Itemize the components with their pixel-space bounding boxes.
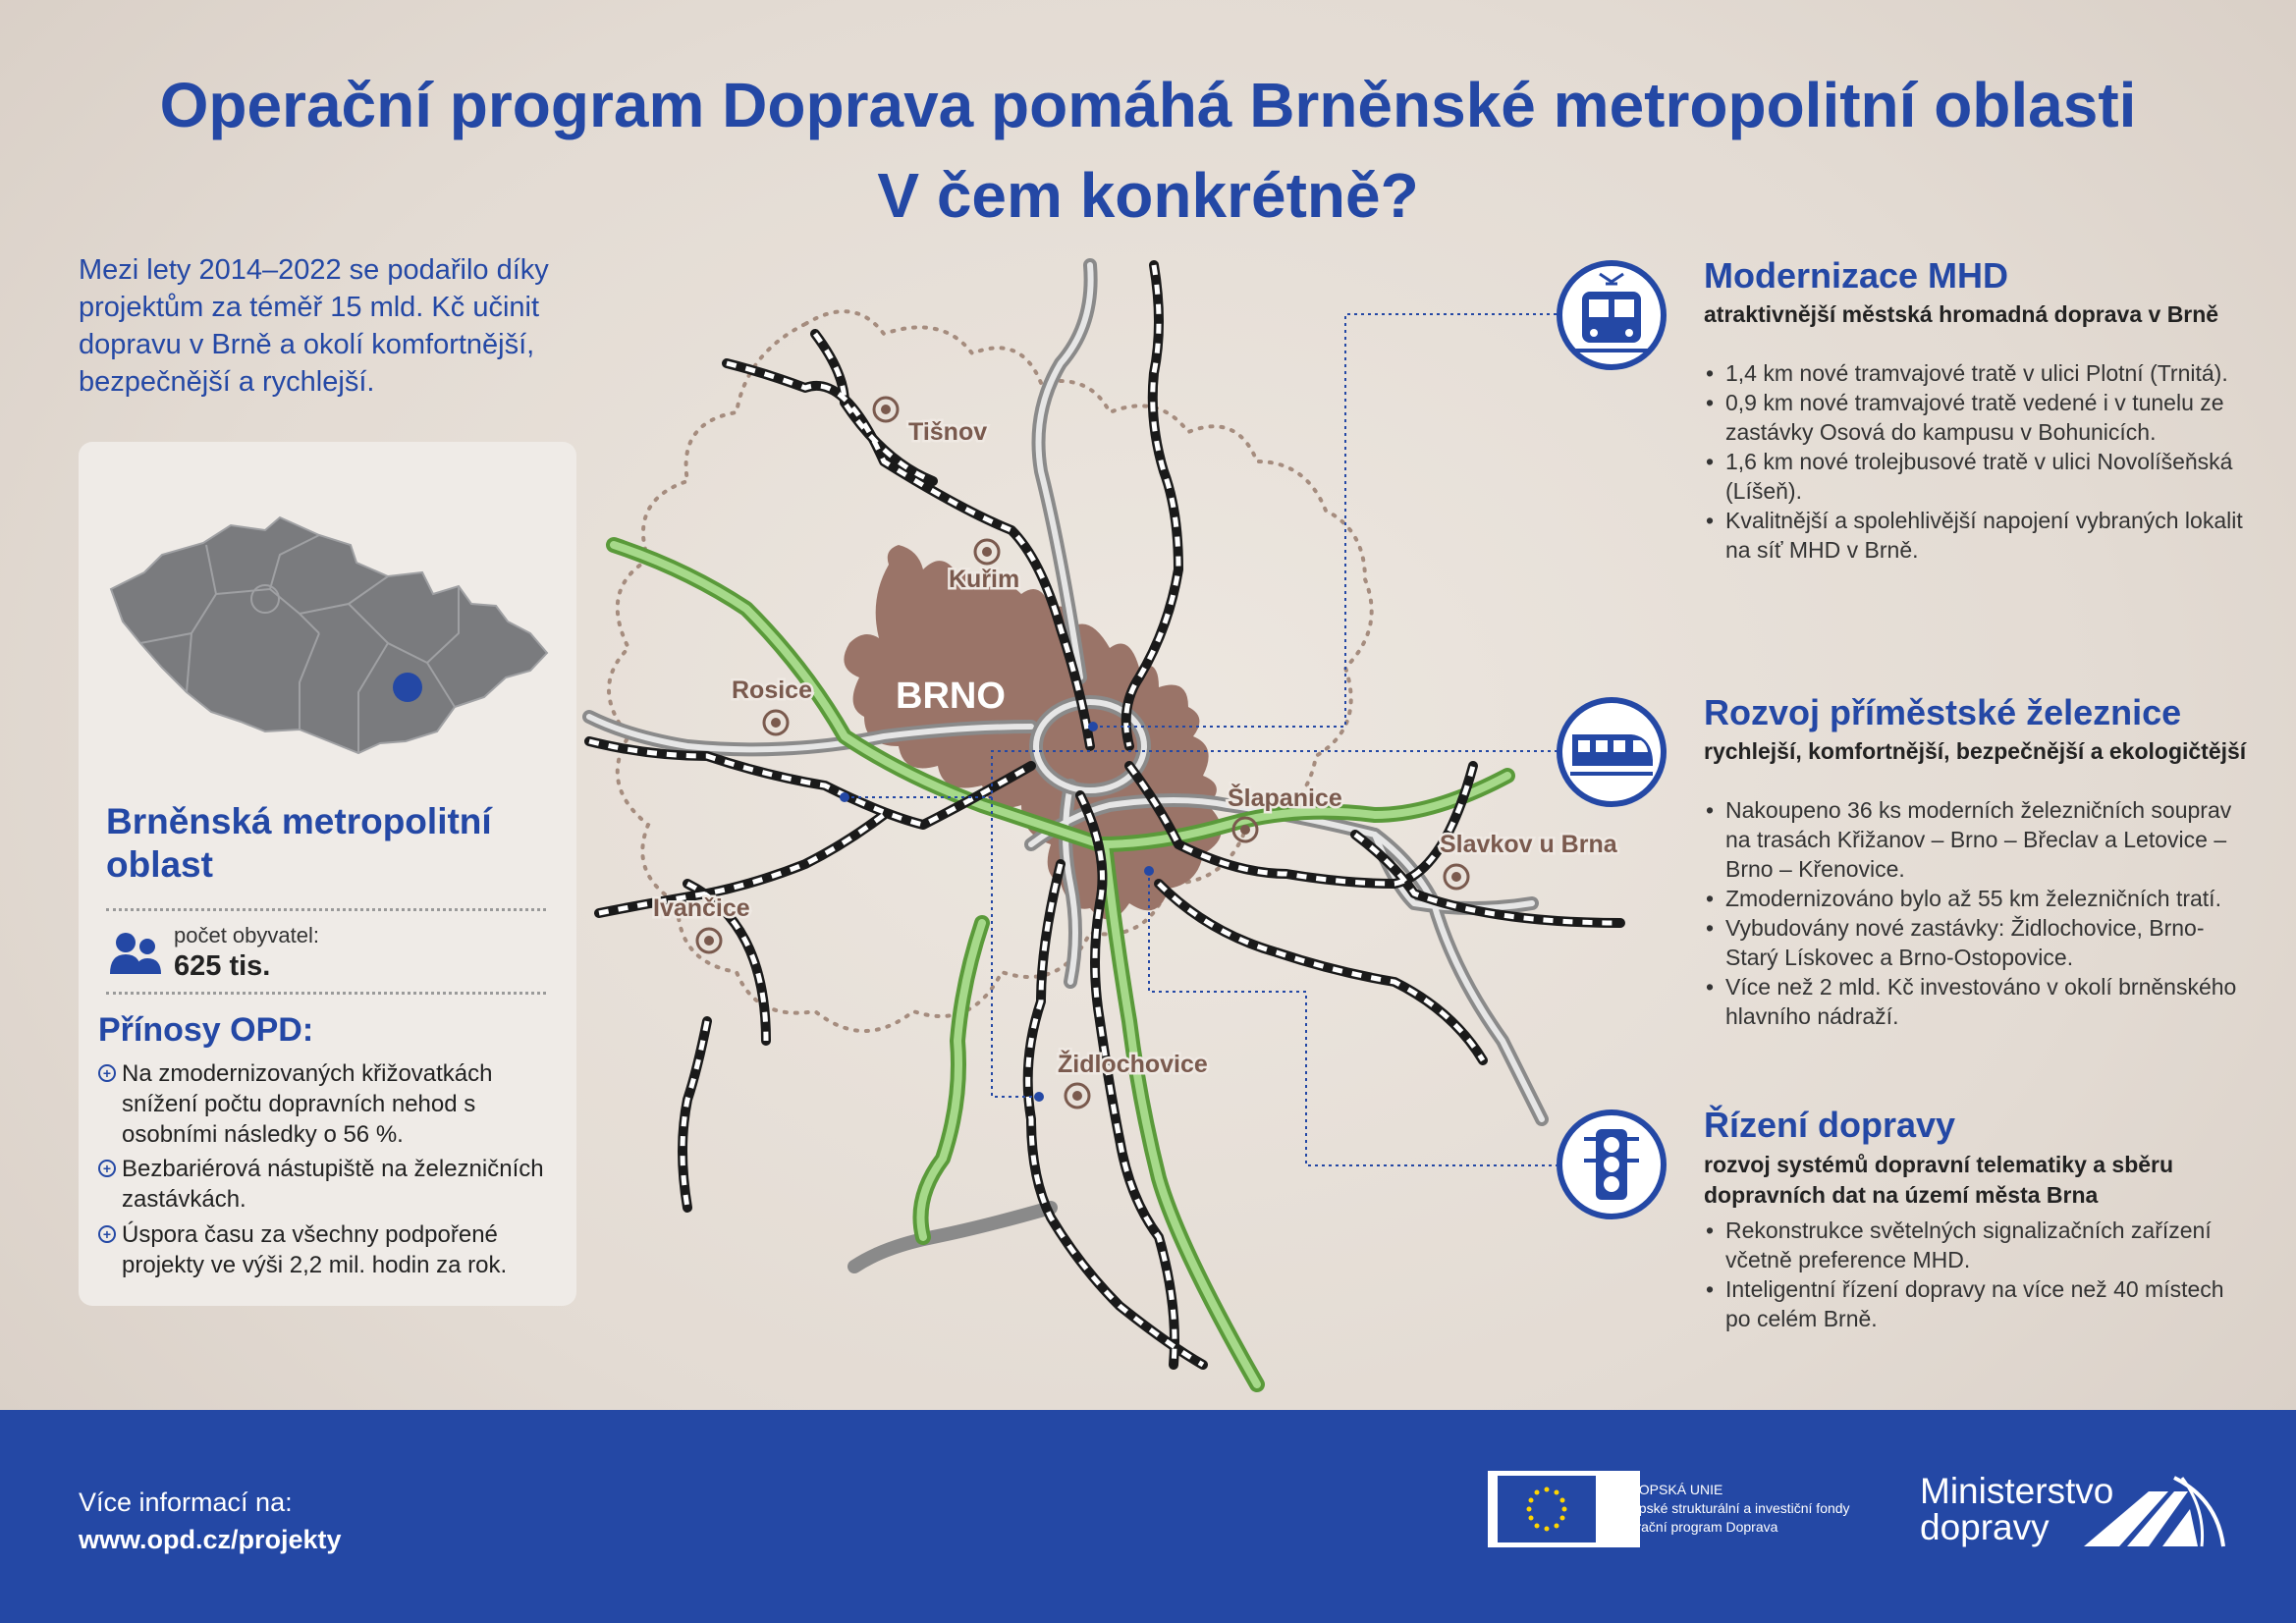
- benefits-title: Přínosy OPD:: [98, 1011, 314, 1049]
- plus-icon: +: [98, 1160, 116, 1177]
- section-subtitle: rozvoj systémů dopravní telematiky a sběru dopravních dat na území města Brna: [1704, 1152, 2174, 1208]
- page-title: Operační program Doprava pomáhá Brněnské metropolitní oblasti: [159, 70, 2137, 140]
- section-title: Řízení dopravy: [1704, 1105, 1956, 1145]
- train-icon: [1557, 697, 1667, 807]
- section-list: [1704, 795, 2254, 1031]
- czech-republic-map: [93, 496, 555, 761]
- intro-text: Mezi lety 2014–2022 se podařilo díky projektům za téměř 15 mld. Kč učinit dopravu v Brně a okolí komfortnější, bezpečnější a rychlejší.: [79, 254, 549, 398]
- list-item: • 1,6 km nové trolejbusové tratě v ulici Novolíšeňská (Líšeň).: [1704, 447, 2254, 506]
- traffic-light-icon: [1557, 1109, 1667, 1219]
- section-list: [1704, 358, 2254, 565]
- list-item: • Kvalitnější a spolehlivější napojení vybraných lokalit na síť MHD v Brně.: [1704, 506, 2254, 565]
- town-label: Slavkov u Brna: [1440, 831, 1617, 858]
- divider: [106, 992, 546, 995]
- list-item: • Rekonstrukce světelných signalizačních zařízení včetně preference MHD.: [1704, 1216, 2254, 1274]
- ministry-name: Ministerstvo dopravy: [1920, 1471, 2114, 1547]
- more-info-label: Více informací na:: [79, 1488, 293, 1517]
- town-label: Ivančice: [653, 894, 750, 922]
- people-icon: [108, 931, 163, 976]
- list-item: • Vybudovány nové zastávky: Židlochovice, Brno-Starý Lískovec a Brno-Ostopovice.: [1704, 913, 2254, 972]
- list-item: • Více než 2 mld. Kč investováno v okolí brněnského hlavního nádraží.: [1704, 972, 2254, 1031]
- section-subtitle: atraktivnější městská hromadná doprava v Brně: [1704, 301, 2219, 327]
- list-item: • Zmodernizováno bylo až 55 km železničních tratí.: [1704, 884, 2254, 913]
- section-list: [1704, 1216, 2254, 1333]
- benefit-item: + Bezbariérová nástupiště na železničních zastávkách.: [98, 1154, 560, 1215]
- benefit-item: + Úspora času za všechny podpořené projekty ve výši 2,2 mil. hodin za rok.: [98, 1219, 560, 1280]
- section-subtitle: rychlejší, komfortnější, bezpečnější a ekologičtější: [1704, 738, 2247, 764]
- city-label: BRNO: [896, 676, 1006, 717]
- region-title: Brněnská metropolitní oblast: [106, 801, 492, 885]
- eu-text: EVROPSKÁ UNIE Evropské strukturální a investiční fondy Operační program Doprava: [1611, 1482, 1850, 1535]
- town-label: Židlochovice: [1058, 1051, 1208, 1078]
- divider: [106, 908, 546, 911]
- population-value: 625 tis.: [174, 950, 271, 982]
- section-title: Modernizace MHD: [1704, 255, 2009, 296]
- more-info-link[interactable]: www.opd.cz/projekty: [79, 1525, 342, 1554]
- page-subtitle: V čem konkrétně?: [877, 160, 1419, 231]
- list-item: • 1,4 km nové tramvajové tratě v ulici Plotní (Trnitá).: [1704, 358, 2254, 388]
- tram-icon: [1557, 260, 1667, 370]
- list-item: • 0,9 km nové tramvajové tratě vedené i v tunelu ze zastávky Osová do kampusu v Bohunicích.: [1704, 388, 2254, 447]
- plus-icon: +: [98, 1225, 116, 1243]
- ministry-logo-icon: [2080, 1470, 2227, 1550]
- town-label: Tišnov: [908, 418, 988, 446]
- list-item: • Nakoupeno 36 ks moderních železničních souprav na trasách Křižanov – Brno – Břeclav a Letovice – Brno – Křenovice.: [1704, 795, 2254, 884]
- brno-region-map: [589, 250, 1617, 1394]
- benefit-item: + Na zmodernizovaných křižovatkách snížení počtu dopravních nehod s osobními následky o 56 %.: [98, 1058, 560, 1150]
- town-label: Rosice: [732, 676, 812, 704]
- town-label: Kuřim: [949, 566, 1020, 593]
- population-label: počet obyvatel:: [174, 923, 319, 947]
- plus-icon: +: [98, 1064, 116, 1082]
- list-item: • Inteligentní řízení dopravy na více než 40 místech po celém Brně.: [1704, 1274, 2254, 1333]
- town-label: Šlapanice: [1228, 784, 1342, 812]
- section-title: Rozvoj příměstské železnice: [1704, 692, 2182, 732]
